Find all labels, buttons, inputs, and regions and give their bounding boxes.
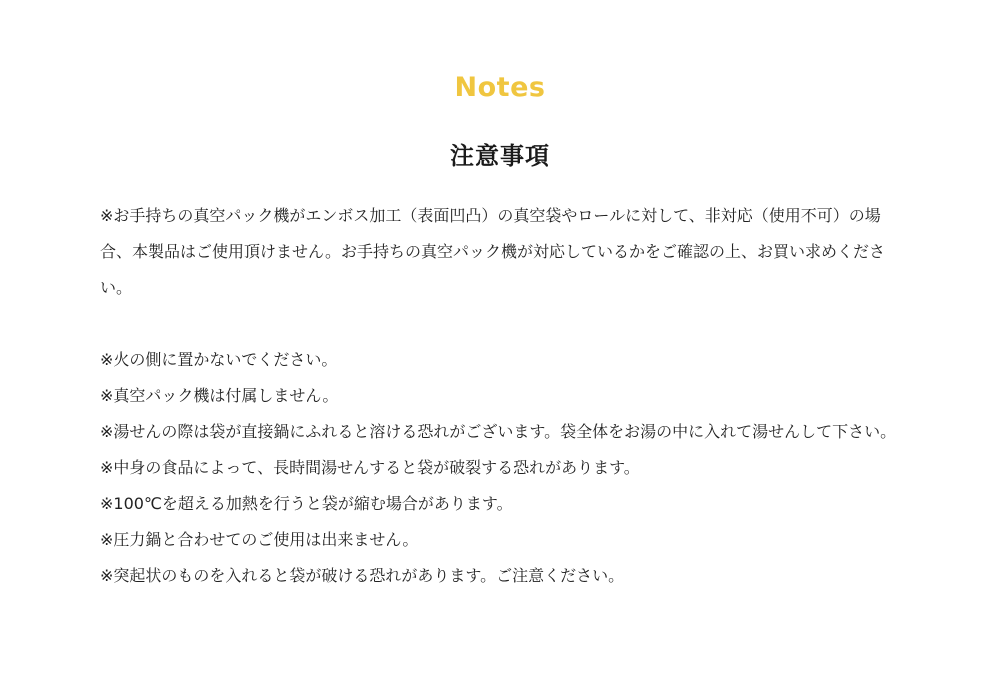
spacer [100, 306, 905, 342]
note-item: ※100℃を超える加熱を行うと袋が縮む場合があります。 [100, 494, 513, 513]
heading-english: Notes [454, 72, 546, 103]
notes-list [100, 198, 905, 594]
note-compatibility: ※お手持ちの真空パック機がエンボス加工（表面凹凸）の真空袋やロールに対して、非対応（使用不可）の場合、本製品はご使用頂けません。お手持ちの真空パック機が対応しているかをご確認の上、お買い求めください。 [100, 206, 885, 297]
note-item: ※圧力鍋と合わせてのご使用は出来ません。 [100, 530, 419, 549]
note-item: ※火の側に置かないでください。 [100, 350, 338, 369]
note-item: ※湯せんの際は袋が直接鍋にふれると溶ける恐れがございます。袋全体をお湯の中に入れて湯せんして下さい。 [100, 422, 897, 441]
note-item: ※突起状のものを入れると袋が破ける恐れがあります。ご注意ください。 [100, 566, 625, 585]
heading-japanese: 注意事項 [450, 142, 550, 170]
note-item: ※真空パック機は付属しません。 [100, 386, 339, 405]
note-item: ※中身の食品によって、長時間湯せんすると袋が破裂する恐れがあります。 [100, 458, 640, 477]
